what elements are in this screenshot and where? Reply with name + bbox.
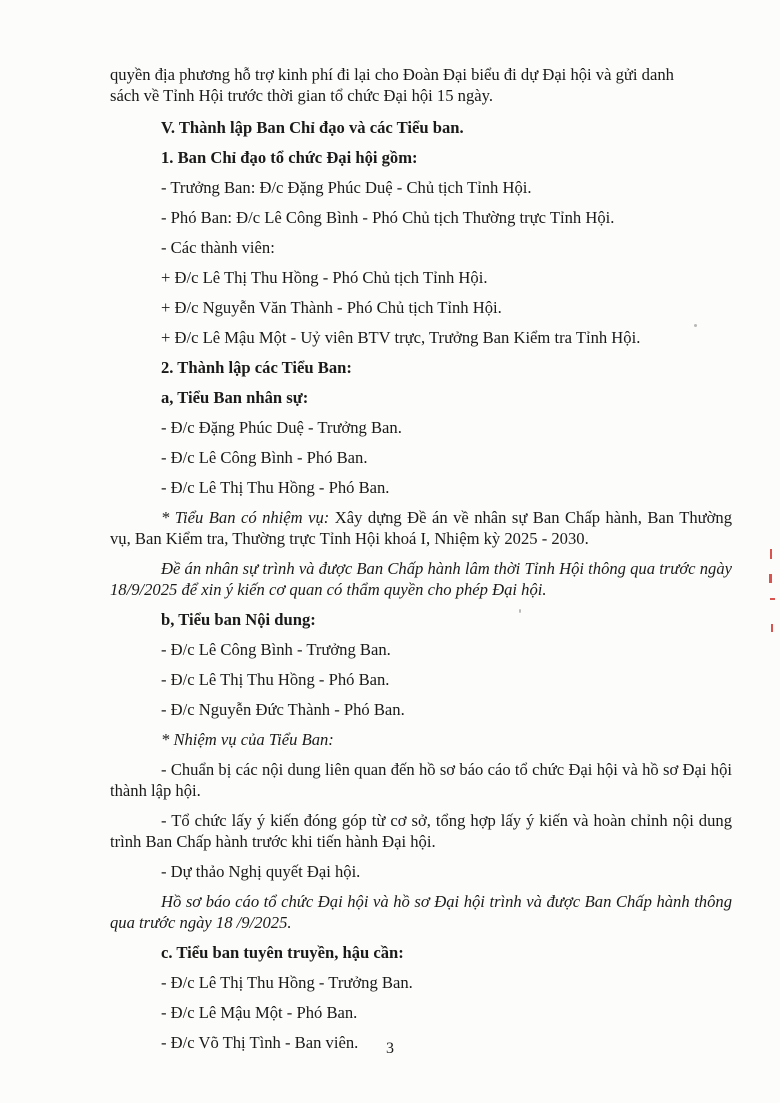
content-task: - Chuẩn bị các nội dung liên quan đến hồ sơ báo cáo tổ chức Đại hội và hồ sơ Đại hội thành lập hội.	[110, 760, 732, 800]
subcommittees-heading: 2. Thành lập các Tiểu Ban:	[161, 358, 352, 377]
steering-heading: 1. Ban Chỉ đạo tổ chức Đại hội gồm:	[161, 148, 418, 167]
intro-line-2: sách về Tỉnh Hội trước thời gian tổ chức Đại hội 15 ngày.	[110, 86, 494, 105]
logistics-heading: c. Tiểu ban tuyên truyền, hậu cần:	[161, 943, 404, 962]
margin-mark	[769, 574, 772, 583]
steering-head: - Trưởng Ban: Đ/c Đặng Phúc Duệ - Chủ tịch Tỉnh Hội.	[161, 178, 532, 197]
content-note: Hồ sơ báo cáo tổ chức Đại hội và hồ sơ Đại hội trình và được Ban Chấp hành thông qua trước ngày 18 /9/2025.	[110, 892, 732, 932]
logistics-member: - Đ/c Lê Mậu Một - Phó Ban.	[161, 1003, 358, 1022]
content-heading: b, Tiểu ban Nội dung:	[161, 610, 316, 629]
content-member: - Đ/c Nguyễn Đức Thành - Phó Ban.	[161, 700, 405, 719]
content-member: - Đ/c Lê Công Bình - Trưởng Ban.	[161, 640, 391, 659]
content-task-label: * Nhiệm vụ của Tiểu Ban:	[161, 730, 334, 749]
scan-speck	[519, 609, 521, 613]
steering-members-label: - Các thành viên:	[161, 238, 275, 257]
page-number: 3	[386, 1040, 394, 1057]
scan-speck	[694, 324, 697, 327]
personnel-member: - Đ/c Lê Thị Thu Hồng - Phó Ban.	[161, 478, 390, 497]
content-member: - Đ/c Lê Thị Thu Hồng - Phó Ban.	[161, 670, 390, 689]
personnel-task-text: Xây dựng Đề án về nhân sự Ban Chấp hành, Ban Thường vụ, Ban Kiểm tra, Thường trực Tỉnh Hội khoá I, Nhiệm kỳ 2025 - 2030.	[110, 508, 732, 548]
logistics-member: - Đ/c Võ Thị Tình - Ban viên.	[161, 1033, 359, 1052]
logistics-member: - Đ/c Lê Thị Thu Hồng - Trưởng Ban.	[161, 973, 413, 992]
personnel-task-label: * Tiểu Ban có nhiệm vụ:	[161, 508, 330, 527]
personnel-task	[110, 507, 732, 549]
section-v-heading: V. Thành lập Ban Chỉ đạo và các Tiểu ban.	[161, 118, 464, 137]
page-content	[110, 64, 732, 1053]
personnel-heading: a, Tiểu Ban nhân sự:	[161, 388, 309, 407]
margin-mark	[771, 624, 773, 632]
margin-mark	[770, 549, 772, 559]
intro-line-1: quyền địa phương hỗ trợ kinh phí đi lại cho Đoàn Đại biểu đi dự Đại hội và gửi danh	[110, 65, 674, 84]
personnel-member: - Đ/c Đặng Phúc Duệ - Trưởng Ban.	[161, 418, 402, 437]
margin-mark	[770, 598, 775, 600]
content-task: - Tổ chức lấy ý kiến đóng góp từ cơ sở, tổng hợp lấy ý kiến và hoàn chỉnh nội dung trình Ban Chấp hành trước khi tiến hành Đại hội.	[110, 811, 732, 851]
steering-member: + Đ/c Nguyễn Văn Thành - Phó Chủ tịch Tỉnh Hội.	[161, 298, 502, 317]
steering-deputy: - Phó Ban: Đ/c Lê Công Bình - Phó Chủ tịch Thường trực Tỉnh Hội.	[161, 208, 615, 227]
steering-member: + Đ/c Lê Mậu Một - Uỷ viên BTV trực, Trưởng Ban Kiểm tra Tỉnh Hội.	[161, 328, 641, 347]
personnel-member: - Đ/c Lê Công Bình - Phó Ban.	[161, 448, 368, 467]
content-task: - Dự thảo Nghị quyết Đại hội.	[161, 862, 361, 881]
steering-member: + Đ/c Lê Thị Thu Hồng - Phó Chủ tịch Tỉnh Hội.	[161, 268, 488, 287]
personnel-note: Đề án nhân sự trình và được Ban Chấp hành lâm thời Tỉnh Hội thông qua trước ngày 18/9/2025 để xin ý kiến cơ quan có thẩm quyền cho phép Đại hội.	[110, 559, 732, 599]
